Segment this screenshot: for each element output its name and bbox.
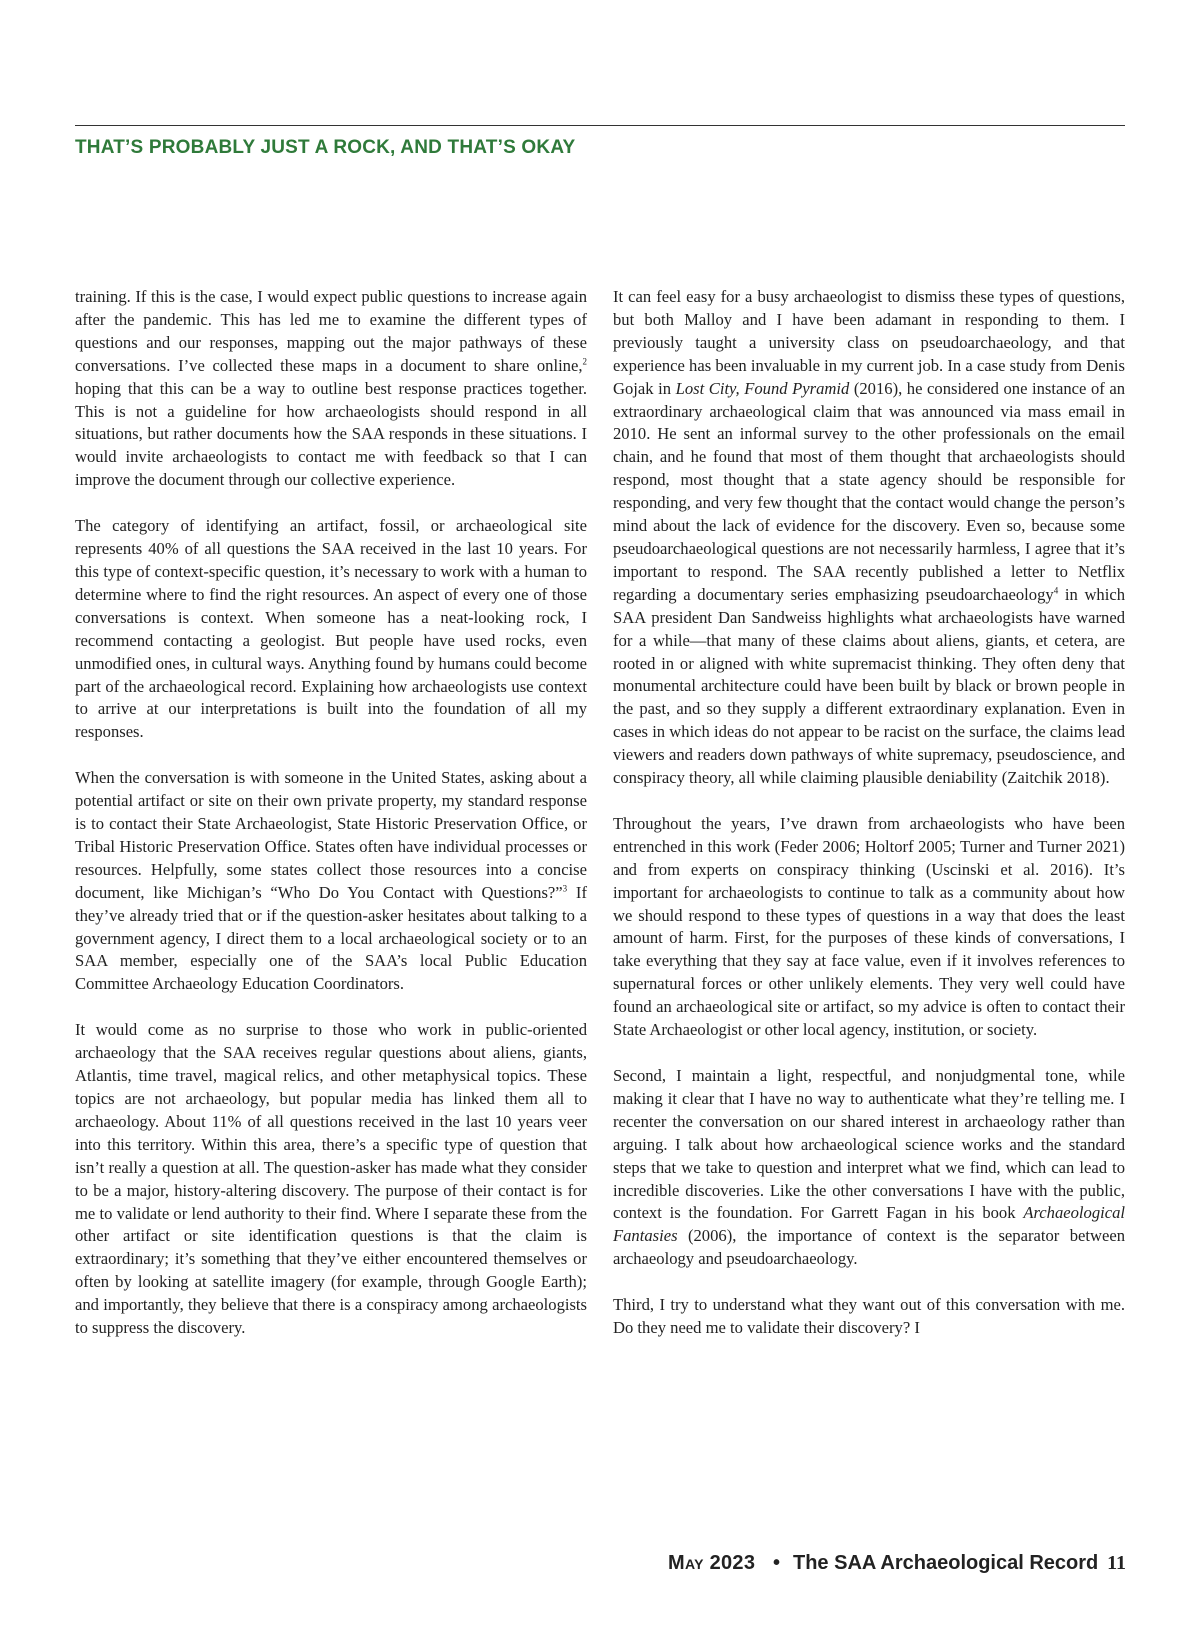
paragraph-text: When the conversation is with someone in the United States, asking about a potential artifact or site on their own private property, my standard response is to contact their State Archaeologist, State Historic Preservation Office, or Tribal Historic Preservation Office. States often have individual processes or resources. Helpfully, some states collect those resources into a concise document, like Michigan’s “Who Do You Contact with Questions?”: [75, 768, 587, 902]
paragraph: [75, 767, 587, 996]
footnote-marker: 4: [1053, 585, 1059, 596]
header-rule: [75, 125, 1125, 126]
paragraph-text: in which SAA president Dan Sandweiss highlights what archaeologists have warned for a while—that many of these claims about aliens, giants, et cetera, are rooted in or aligned with white supremacist thinking. They often deny that monumental architecture could have been built by black or brown people in the past, and so they supply a different extraordinary explanation. Even in cases in which ideas do not appear to be racist on the surface, the claims lead viewers and readers down pathways of white supremacy, pseudoscience, and conspiracy theory, all while claiming plausible deniability (Zaitchik 2018).: [613, 584, 1125, 788]
paragraph: It would come as no surprise to those who work in public-oriented archaeology that the SAA receives regular questions about aliens, giants, Atlantis, time travel, magical relics, and other metaphysical topics. These topics are not archaeology, but popular media has linked them all to archaeology. About 11% of all questions received in the last 10 years veer into this territory. Within this area, there’s a specific type of question that isn’t really a question at all. The question-asker has made what they consider to be a major, history-altering discovery. The purpose of their contact is for me to validate or lend authority to their find. Where I separate these from the other artifact or site identification questions is that the claim is extraordinary; it’s something that they’ve either encountered themselves or often by looking at satellite imagery (for example, through Google Earth); and importantly, they believe that there is a conspiracy among archaeologists to suppress the discovery.: [75, 1020, 587, 1338]
paragraph-text: (2016), he considered one instance of an extraordinary archaeological claim that was announced via mass email in 2010. He sent an informal survey to the other professionals on the email chain, and he found that most of them thought that archaeologists should respond, most thought that a state agency should be responsible for responding, and very few thought that the contact would change the person’s mind about the lack of evidence for the discovery. Even so, because some pseudoarchaeological questions are not necessarily harmless, I agree that it’s important to respond. The SAA recently published a letter to Netflix regarding a documentary series emphasizing pseudoarchaeology: [613, 378, 1126, 604]
paragraph: Third, I try to understand what they want out of this conversation with me. Do they need me to validate their discovery? I: [613, 1295, 1125, 1338]
paragraph: [613, 1065, 1125, 1271]
page-number: 11: [1107, 1552, 1126, 1574]
book-title: Archaeological Fantasies: [613, 1203, 1125, 1246]
paragraph: [613, 286, 1125, 790]
paragraph-text: training. If this is the case, I would expect public questions to increase again after the pandemic. This has led me to examine the different types of questions and our responses, mapping out the major pathways of these conversations. I’ve collected these maps in a document to share online,: [75, 287, 587, 375]
footnote-marker: 3: [562, 883, 568, 894]
paragraph-text: (2006), the importance of context is the separator between archaeology and pseudoarchaeology.: [613, 1226, 1125, 1269]
paragraph: The category of identifying an artifact, fossil, or archaeological site represents 40% of all questions the SAA received in the last 10 years. For this type of context-specific question, it’s necessary to work with a human to determine where to find the right resources. An aspect of every one of those conversations is context. When someone has a neat-looking rock, I recommend contacting a geologist. But people have used rocks, even unmodified ones, in cultural ways. Anything found by humans could become part of the archaeological record. Explaining how archaeologists use context to arrive at our interpretations is built into the foundation of all my responses.: [75, 516, 587, 742]
left-column: [75, 286, 587, 1363]
footer-bullet: •: [773, 1552, 781, 1574]
paragraph-text: If they’ve already tried that or if the question-asker hesitates about talking to a government agency, I direct them to a local archaeological society or to an SAA member, especially one of the SAA’s local Public Education Committee Archaeology Education Coordinators.: [75, 882, 587, 994]
journal-title: The SAA Archaeological Record: [793, 1552, 1099, 1574]
running-head: THAT’S PROBABLY JUST A ROCK, AND THAT’S OKAY: [75, 137, 576, 158]
paragraph: [75, 286, 587, 492]
paragraph-text: Second, I maintain a light, respectful, and nonjudgmental tone, while making it clear that I have no way to authenticate what they’re telling me. I recenter the conversation on our shared interest in archaeology rather than arguing. I talk about how archaeological science works and the standard steps that we take to question and interpret what we find, which can lead to incredible discoveries. Like the other conversations I have with the public, context is the foundation. For Garrett Fagan in his book: [613, 1066, 1125, 1223]
paragraph-text: hoping that this can be a way to outline best response practices together. This is not a guideline for how archaeologists should respond in all situations, but rather documents how the SAA responds in these situations. I would invite archaeologists to contact me with feedback so that I can improve the document through our collective experience.: [75, 378, 587, 490]
book-title: Lost City, Found Pyramid: [675, 378, 850, 398]
paragraph-text: It can feel easy for a busy archaeologist to dismiss these types of questions, but both Malloy and I have been adamant in responding to them. I previously taught a university class on pseudoarchaeology, and that experience has been invaluable in my current job. In a case study from Denis Gojak in: [613, 287, 1125, 398]
paragraph: Throughout the years, I’ve drawn from archaeologists who have been entrenched in this work (Feder 2006; Holtorf 2005; Turner and Turner 2021) and from experts on conspiracy thinking (Uscinski et al. 2016). It’s important for archaeologists to continue to talk as a community about how we should respond to these types of questions in a way that does the least amount of harm. First, for the purposes of these kinds of conversations, I take everything that they say at face value, even if it involves references to supernatural forces or other unlikely elements. They very well could have found an archaeological site or artifact, so my advice is often to contact their State Archaeologist or other local agency, institution, or society.: [613, 813, 1125, 1040]
page-footer: [668, 1552, 1126, 1582]
footnote-marker: 2: [582, 356, 587, 367]
right-column: [613, 286, 1125, 1363]
issue-date: May 2023: [668, 1552, 756, 1574]
